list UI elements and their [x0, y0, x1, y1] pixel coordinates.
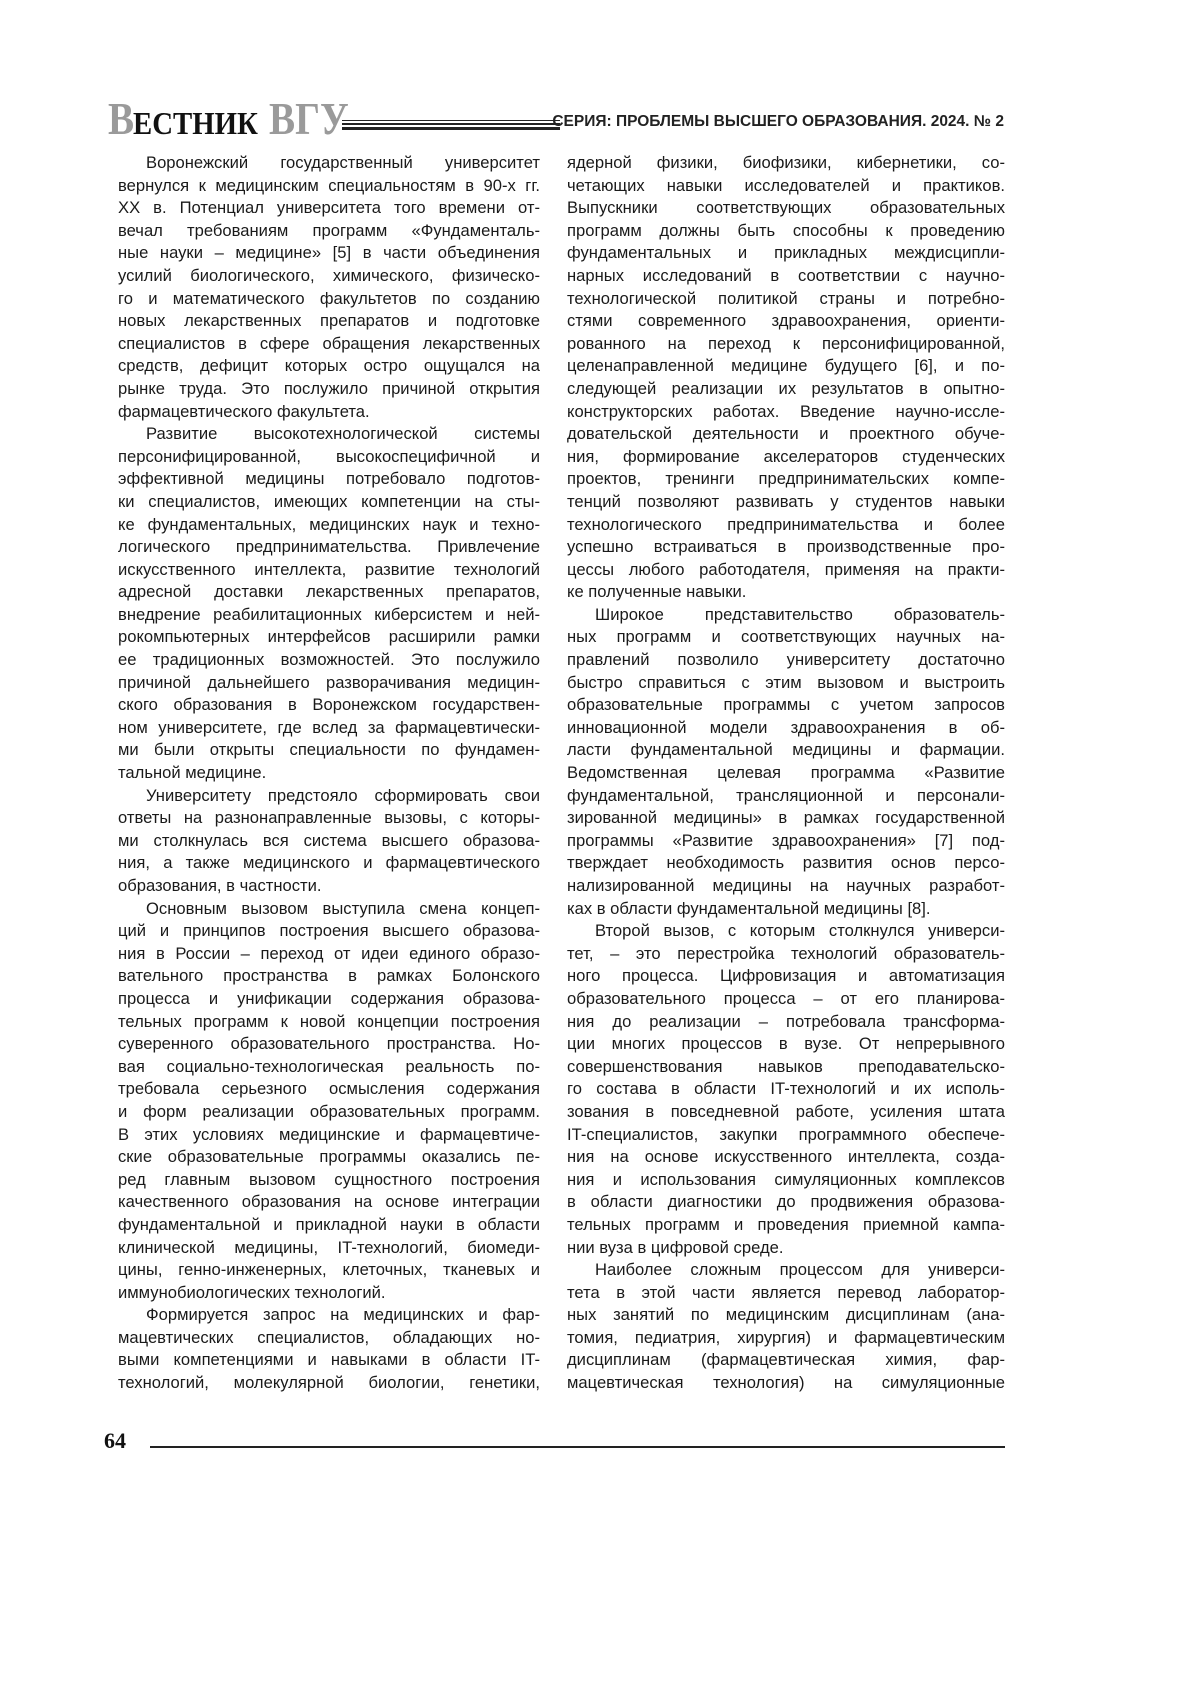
text-line: рованного на переход к персонифицированной,: [567, 333, 1005, 356]
text-line: ке фундаментальных, медицинских наук и техно-: [118, 514, 540, 537]
text-line: довательской деятельности и проектного обуче-: [567, 423, 1005, 446]
text-line: программ должны быть способны к проведению: [567, 220, 1005, 243]
text-line: Основным вызовом выступила смена концеп-: [118, 898, 540, 921]
logo-word: ЕСТНИК: [133, 105, 258, 142]
text-line: качественного образования на основе интеграции: [118, 1191, 540, 1214]
text-line: Развитие высокотехнологической системы: [118, 423, 540, 446]
paragraph: [567, 1259, 1005, 1395]
text-column-right: [567, 152, 1005, 1395]
text-line: причиной дальнейшего разворачивания медицин-: [118, 672, 540, 695]
text-line: средств, дефицит которых остро ощущался на: [118, 355, 540, 378]
text-line: инновационной модели здравоохранения в об-: [567, 717, 1005, 740]
text-line: дисциплинам (фармацевтическая химия, фар-: [567, 1349, 1005, 1372]
text-line: цины, генно-инженерных, клеточных, тканевых и: [118, 1259, 540, 1282]
text-line: фундаментальной и прикладной науки в области: [118, 1214, 540, 1237]
text-line: процесса и унификации содержания образова-: [118, 988, 540, 1011]
text-line: успешно встраиваться в производственные про-: [567, 536, 1005, 559]
text-line: го состава в области IT-технологий и их исполь-: [567, 1078, 1005, 1101]
text-line: рынке труда. Это послужило причиной открытия: [118, 378, 540, 401]
text-line: целенаправленной медицине будущего [6], и по-: [567, 355, 1005, 378]
text-line: выми компетенциями и навыками в области IT-: [118, 1349, 540, 1372]
text-line: ных программ и соответствующих научных на-: [567, 626, 1005, 649]
text-line: ми столкнулась вся система высшего образова-: [118, 830, 540, 853]
text-line: мацевтических специалистов, обладающих но-: [118, 1327, 540, 1350]
text-line: тенций позволяют развивать у студентов навыки: [567, 491, 1005, 514]
text-line: ного процесса. Цифровизация и автоматизация: [567, 965, 1005, 988]
text-line: тет, – это перестройка технологий образователь-: [567, 943, 1005, 966]
text-line: ные науки – медицине» [5] в части объединения: [118, 242, 540, 265]
text-line: ядерной физики, биофизики, кибернетики, со-: [567, 152, 1005, 175]
text-line: ном университете, где вслед за фармацевтически-: [118, 717, 540, 740]
text-line: ния и использования симуляционных комплексов: [567, 1169, 1005, 1192]
text-line: специалистов в сфере обращения лекарственных: [118, 333, 540, 356]
text-line: мацевтическая технология) на симуляционные: [567, 1372, 1005, 1395]
text-line: образования, в частности.: [118, 875, 540, 898]
text-line: ки специалистов, имеющих компетенции на сты-: [118, 491, 540, 514]
text-line: четающих навыки исследователей и практиков.: [567, 175, 1005, 198]
text-line: зования в повседневной работе, усиления штата: [567, 1101, 1005, 1124]
text-line: совершенствования навыков преподавательско-: [567, 1056, 1005, 1079]
text-line: логического предпринимательства. Привлечение: [118, 536, 540, 559]
text-line: ния в России – переход от идеи единого образо-: [118, 943, 540, 966]
text-line: персонифицированной, высокоспецифичной и: [118, 446, 540, 469]
text-line: ных занятий по медицинским дисциплинам (ана-: [567, 1304, 1005, 1327]
text-line: искусственного интеллекта, развитие технологий: [118, 559, 540, 582]
text-line: ния до реализации – потребовала трансформа-: [567, 1011, 1005, 1034]
text-line: фармацевтического факультета.: [118, 401, 540, 424]
text-line: зированной медицины» в рамках государственной: [567, 807, 1005, 830]
text-line: ми были открыты специальности по фундамен-: [118, 739, 540, 762]
paragraph: [567, 604, 1005, 920]
paragraph: [118, 785, 540, 898]
footer-rule: [150, 1446, 1005, 1448]
paragraph: [118, 152, 540, 423]
text-line: стями современного здравоохранения, ориенти-: [567, 310, 1005, 333]
text-line: ке полученные навыки.: [567, 581, 1005, 604]
text-line: рокомпьютерных интерфейсов расширили рамки: [118, 626, 540, 649]
text-line: ские образовательные программы оказались пе-: [118, 1146, 540, 1169]
text-line: быстро справиться с этим вызовом и выстроить: [567, 672, 1005, 695]
text-line: ций и принципов построения высшего образова-: [118, 920, 540, 943]
text-line: в области диагностики до продвижения образова-: [567, 1191, 1005, 1214]
text-line: ее традиционных возможностей. Это послужило: [118, 649, 540, 672]
text-line: фундаментальных и прикладных междисципли-: [567, 242, 1005, 265]
text-line: Широкое представительство образователь-: [567, 604, 1005, 627]
text-line: внедрение реабилитационных киберсистем и ней-: [118, 604, 540, 627]
series-title: СЕРИЯ: ПРОБЛЕМЫ ВЫСШЕГО ОБРАЗОВАНИЯ. 2024. № 2: [552, 113, 1004, 131]
text-line: цессы любого работодателя, применяя на практи-: [567, 559, 1005, 582]
text-line: Второй вызов, с которым столкнулся универси-: [567, 920, 1005, 943]
text-line: проектов, тренинги предпринимательских компе-: [567, 468, 1005, 491]
text-line: образовательные программы с учетом запросов: [567, 694, 1005, 717]
text-line: образовательного процесса – от его планирова-: [567, 988, 1005, 1011]
text-line: технологического предпринимательства и более: [567, 514, 1005, 537]
text-line: новых лекарственных препаратов и подготовке: [118, 310, 540, 333]
text-line: ния, а также медицинского и фармацевтического: [118, 852, 540, 875]
page-number: 64: [104, 1428, 126, 1454]
text-line: ках в области фундаментальной медицины [8].: [567, 898, 1005, 921]
paragraph: [118, 423, 540, 785]
text-line: Воронежский государственный университет: [118, 152, 540, 175]
text-line: конструкторских работах. Введение научно-иссле-: [567, 401, 1005, 424]
text-line: Формируется запрос на медицинских и фар-: [118, 1304, 540, 1327]
text-line: усилий биологического, химического, физическо-: [118, 265, 540, 288]
text-line: вая социально-технологическая реальность по-: [118, 1056, 540, 1079]
text-line: Выпускники соответствующих образовательных: [567, 197, 1005, 220]
paragraph: [118, 1304, 540, 1394]
text-line: технологической политикой страны и потребно-: [567, 288, 1005, 311]
text-line: тальной медицине.: [118, 762, 540, 785]
text-line: вернулся к медицинским специальностям в 90-х гг.: [118, 175, 540, 198]
text-line: и форм реализации образовательных программ.: [118, 1101, 540, 1124]
text-line: Ведомственная целевая программа «Развитие: [567, 762, 1005, 785]
text-line: ответы на разнонаправленные вызовы, с которы-: [118, 807, 540, 830]
text-line: требовала серьезного осмысления содержания: [118, 1078, 540, 1101]
paragraph: [567, 152, 1005, 604]
header-rule: [342, 120, 560, 132]
logo-vgu: ВГУ: [269, 92, 349, 145]
paragraph: [118, 898, 540, 1305]
text-line: В этих условиях медицинские и фармацевтиче-: [118, 1124, 540, 1147]
text-line: XX в. Потенциал университета того времени от-: [118, 197, 540, 220]
text-line: нализированной медицины на научных разработ-: [567, 875, 1005, 898]
text-line: вечал требованиям программ «Фундаменталь-: [118, 220, 540, 243]
text-line: ского образования в Воронежском государствен-: [118, 694, 540, 717]
text-line: томия, педиатрия, хирургия) и фармацевтическим: [567, 1327, 1005, 1350]
text-line: ред главным вызовом сущностного построения: [118, 1169, 540, 1192]
text-line: го и математического факультетов по созданию: [118, 288, 540, 311]
text-line: Университету предстояло сформировать свои: [118, 785, 540, 808]
text-line: программы «Развитие здравоохранения» [7] под-: [567, 830, 1005, 853]
text-line: фундаментальной, трансляционной и персонали-: [567, 785, 1005, 808]
text-line: нарных исследований в соответствии с научно-: [567, 265, 1005, 288]
text-line: клинической медицины, IT-технологий, биомеди-: [118, 1237, 540, 1260]
text-line: ния, формирование акселераторов студенческих: [567, 446, 1005, 469]
text-line: эффективной медицины потребовало подготов-: [118, 468, 540, 491]
paragraph: [567, 920, 1005, 1259]
text-line: IT-специалистов, закупки программного обеспече-: [567, 1124, 1005, 1147]
text-line: технологий, молекулярной биологии, генетики,: [118, 1372, 540, 1395]
text-line: тверждает необходимость развития основ персо-: [567, 852, 1005, 875]
text-line: ния на основе искусственного интеллекта, созда-: [567, 1146, 1005, 1169]
text-line: нии вуза в цифровой среде.: [567, 1237, 1005, 1260]
text-line: суверенного образовательного пространства. Но-: [118, 1033, 540, 1056]
text-line: иммунобиологических технологий.: [118, 1282, 540, 1305]
text-line: следующей реализации их результатов в опытно-: [567, 378, 1005, 401]
text-line: тельных программ к новой концепции построения: [118, 1011, 540, 1034]
text-line: ции многих процессов в вузе. От непрерывного: [567, 1033, 1005, 1056]
text-line: правлений позволило университету достаточно: [567, 649, 1005, 672]
text-column-left: [118, 152, 540, 1395]
text-line: тельных программ и проведения приемной кампа-: [567, 1214, 1005, 1237]
text-line: адресной доставки лекарственных препаратов,: [118, 581, 540, 604]
journal-logo: [108, 92, 363, 142]
logo-initial: В: [108, 92, 134, 145]
text-line: вательного пространства в рамках Болонского: [118, 965, 540, 988]
text-line: Наиболее сложным процессом для универси-: [567, 1259, 1005, 1282]
text-line: тета в этой части является перевод лаборатор-: [567, 1282, 1005, 1305]
text-line: ласти фундаментальной медицины и фармации.: [567, 739, 1005, 762]
